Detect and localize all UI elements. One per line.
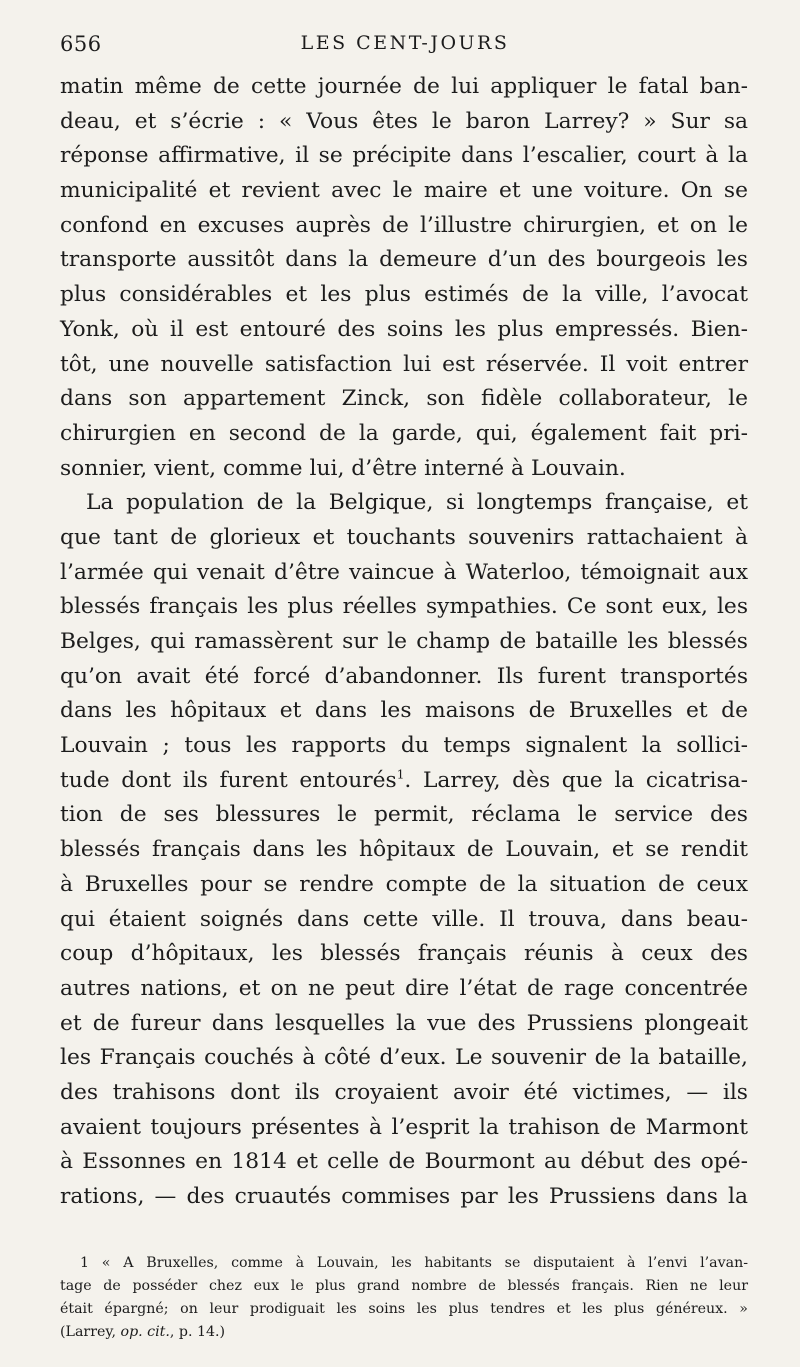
footnote-citation-line bbox=[60, 1321, 748, 1344]
text-line: à Bruxelles pour se rendre compte de la situation de ceux bbox=[60, 871, 748, 897]
text-line: réponse affirmative, il se précipite dans l’escalier, court à la bbox=[60, 143, 748, 169]
running-title: LES CENT-JOURS bbox=[300, 32, 510, 54]
footnote-line: tage de posséder chez eux le plus grand nombre de blessés français. Rien ne leur bbox=[60, 1278, 748, 1294]
text-line: qui étaient soignés dans cette ville. Il trouva, dans beau- bbox=[60, 906, 748, 932]
text-line: avaient toujours présentes à l’esprit la trahison de Marmont bbox=[60, 1114, 748, 1140]
text-line: transporte aussitôt dans la demeure d’un des bourgeois les bbox=[60, 247, 748, 273]
footnote-line: était épargné; on leur prodiguait les soins les plus tendres et les plus généreux. » bbox=[60, 1301, 748, 1317]
text-line: plus considérables et les plus estimés de la ville, l’avocat bbox=[60, 282, 748, 308]
text-line: dans les hôpitaux et dans les maisons de Bruxelles et de bbox=[60, 698, 748, 724]
text-line: matin même de cette journée de lui appliquer le fatal ban- bbox=[60, 74, 748, 99]
text-line: coup d’hôpitaux, les blessés français réunis à ceux des bbox=[60, 941, 748, 967]
body-text bbox=[60, 70, 748, 1215]
text-line: tion de ses blessures le permit, réclama le service des bbox=[60, 802, 748, 828]
text-line: chirurgien en second de la garde, qui, également fait pri- bbox=[60, 420, 748, 446]
text-line: blessés français les plus réelles sympathies. Ce sont eux, les bbox=[60, 594, 748, 620]
text-line: municipalité et revient avec le maire et une voiture. On se bbox=[60, 178, 748, 204]
text-segment: (Larrey, bbox=[60, 1324, 121, 1340]
text-line: Belges, qui ramassèrent sur le champ de bataille les blessés bbox=[60, 629, 748, 654]
footnote-line: 1 « A Bruxelles, comme à Louvain, les habitants se disputaient à l’envi l’avan- bbox=[80, 1255, 748, 1271]
text-line: autres nations, et on ne peut dire l’état de rage concentrée bbox=[60, 975, 748, 1001]
footnote bbox=[60, 1252, 748, 1344]
text-line: Louvain ; tous les rapports du temps signalent la sollici- bbox=[60, 733, 748, 759]
text-line: blessés français dans les hôpitaux de Louvain, et se rendit bbox=[60, 837, 748, 863]
text-line: et de fureur dans lesquelles la vue des Prussiens plongeait bbox=[60, 1010, 748, 1036]
text-segment: tude dont ils furent entourés bbox=[60, 767, 397, 793]
text-line: que tant de glorieux et touchants souvenirs rattachaient à bbox=[60, 524, 748, 550]
text-line: qu’on avait été forcé d’abandonner. Ils furent transportés bbox=[60, 663, 748, 689]
paragraph-start-line: La population de la Belgique, si longtemps française, et bbox=[86, 490, 748, 516]
text-line: rations, — des cruautés commises par les Prussiens dans la bbox=[60, 1184, 748, 1209]
text-segment: . Larrey, dès que la cicatrisa- bbox=[404, 767, 748, 793]
text-line: confond en excuses auprès de l’illustre chirurgien, et on le bbox=[60, 212, 748, 238]
page-header bbox=[60, 32, 750, 62]
citation-italic: op. cit. bbox=[120, 1324, 170, 1340]
text-line: sonnier, vient, comme lui, d’être interné à Louvain. bbox=[60, 455, 626, 481]
text-segment: , p. 14.) bbox=[169, 1324, 226, 1340]
text-line-with-footnote-ref bbox=[60, 764, 748, 799]
text-line: deau, et s’écrie : « Vous êtes le baron Larrey? » Sur sa bbox=[60, 108, 748, 134]
text-line: Yonk, où il est entouré des soins les plus empressés. Bien- bbox=[60, 316, 748, 342]
text-line: l’armée qui venait d’être vaincue à Waterloo, témoignait aux bbox=[60, 559, 748, 585]
text-line: les Français couchés à côté d’eux. Le souvenir de la bataille, bbox=[60, 1045, 748, 1071]
page-number: 656 bbox=[60, 32, 102, 56]
text-line: tôt, une nouvelle satisfaction lui est réservée. Il voit entrer bbox=[60, 351, 748, 377]
text-line: des trahisons dont ils croyaient avoir été victimes, — ils bbox=[60, 1079, 748, 1105]
footnote-reference: 1 bbox=[396, 767, 405, 782]
text-line: à Essonnes en 1814 et celle de Bourmont au début des opé- bbox=[60, 1149, 748, 1175]
text-line: dans son appartement Zinck, son fidèle collaborateur, le bbox=[60, 386, 748, 412]
